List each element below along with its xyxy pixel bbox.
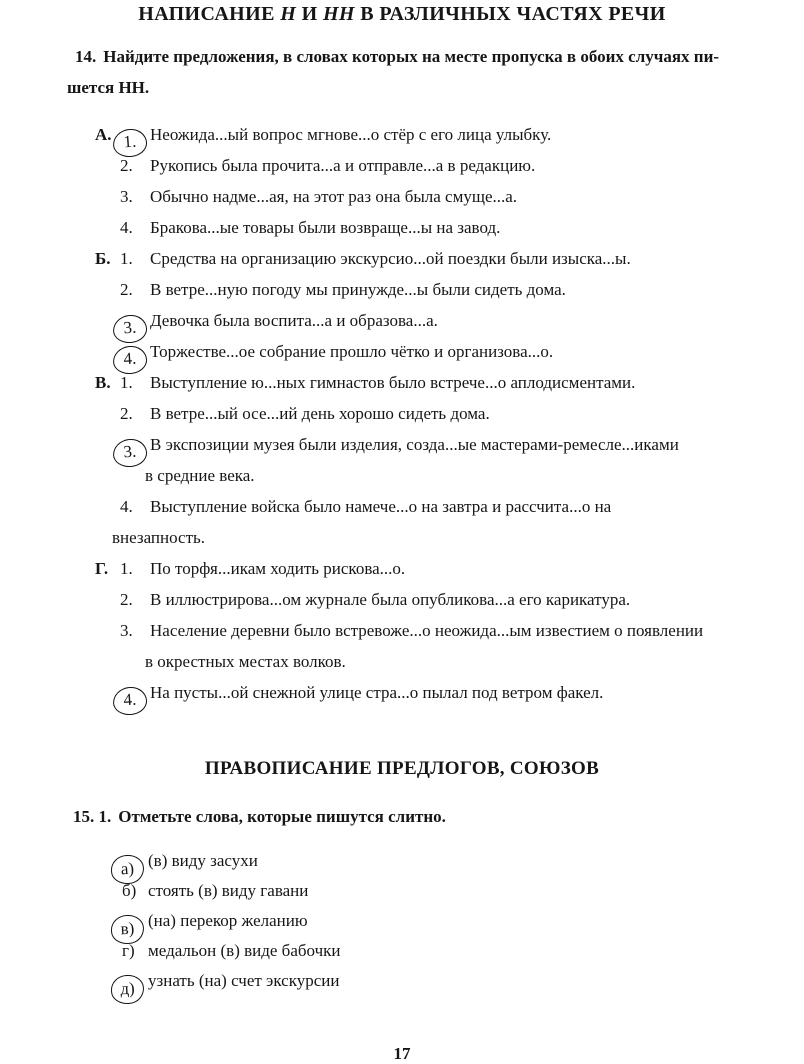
option-label: г)	[122, 941, 135, 960]
item-text: Рукопись была прочита...а и отправле...а в редакцию.	[150, 156, 536, 175]
group-letter: В.	[95, 373, 111, 392]
item-text: В ветре...ый осе...ий день хорошо сидеть дома.	[150, 404, 490, 423]
task15-options	[0, 846, 804, 999]
task-item	[0, 181, 804, 212]
item-number: 4.	[122, 689, 137, 710]
item-number: 2.	[120, 156, 133, 175]
item-text: Население деревни было встревоже...о неожида...ым известием о появлении	[150, 621, 704, 640]
item-text: В иллюстрирова...ом журнале была опубликова...а его карикатура.	[150, 590, 631, 609]
item-text: По торфя...икам ходить рискова...о.	[150, 559, 406, 578]
item-text: Бракова...ые товары были возвраще...ы на завод.	[150, 218, 501, 237]
task14-statement-line2: шется НН.	[67, 78, 150, 97]
task14-list	[0, 119, 804, 708]
task-item	[0, 615, 804, 646]
task14-number: 14.	[75, 47, 97, 66]
task-item-wrap-line: в окрестных местах волков.	[145, 652, 346, 671]
group-letter: Г.	[95, 559, 109, 578]
option-label: д)	[119, 978, 136, 999]
task14-statement-line1: 14. Найдите предложения, в словах которых на месте пропуска в обоих случаях пи-	[75, 47, 720, 66]
group-letter: Б.	[95, 249, 111, 268]
option-label: в)	[120, 918, 135, 939]
task-item	[0, 491, 804, 522]
task-item	[0, 119, 804, 150]
item-number: 2.	[120, 404, 133, 423]
item-text: Средства на организацию экскурсио...ой поездки были изыска...ы.	[150, 249, 631, 268]
option-text: (в) виду засухи	[148, 851, 258, 870]
option-item	[0, 846, 804, 879]
item-number: 2.	[120, 280, 133, 299]
item-number: 1.	[120, 249, 133, 268]
section-title: ПРАВОПИСАНИЕ ПРЕДЛОГОВ, СОЮЗОВ	[204, 758, 600, 779]
item-number: 3.	[122, 441, 137, 462]
item-number: 3.	[120, 621, 133, 640]
task-item	[0, 677, 804, 708]
item-number: 4.	[122, 348, 137, 369]
item-text: Обычно надме...ая, на этот раз она была смуще...а.	[150, 187, 518, 206]
item-number: 3.	[120, 187, 133, 206]
option-text: медальон (в) виде бабочки	[148, 941, 341, 960]
option-label: а)	[120, 858, 135, 879]
item-text: Торжестве...ое собрание прошло чётко и организова...о.	[150, 342, 554, 361]
item-text: На пусты...ой снежной улице стра...о пылал под ветром факел.	[150, 683, 604, 702]
item-number: 1.	[122, 131, 137, 152]
task-item	[0, 305, 804, 336]
task-item	[0, 398, 804, 429]
page-title: НАПИСАНИЕ Н И НН В РАЗЛИЧНЫХ ЧАСТЯХ РЕЧИ	[138, 3, 666, 25]
task15-statement: 15. 1. Отметьте слова, которые пишутся слитно.	[73, 807, 446, 826]
page-number: 17	[393, 1044, 411, 1063]
option-item	[0, 966, 804, 999]
task15-number: 15. 1.	[73, 807, 112, 826]
item-text: Выступление ю...ных гимнастов было встрече...о аплодисментами.	[150, 373, 636, 392]
option-text: (на) перекор желанию	[148, 911, 308, 930]
option-text: стоять (в) виду гавани	[148, 881, 309, 900]
task-item	[0, 243, 804, 274]
task-item-wrap-line: внезапность.	[112, 528, 206, 547]
item-text: Девочка была воспита...а и образова...а.	[150, 311, 438, 330]
group-letter: А.	[95, 125, 112, 144]
task-item	[0, 212, 804, 243]
option-label: б)	[122, 881, 137, 900]
option-item	[0, 906, 804, 939]
task-item	[0, 274, 804, 305]
item-text: Неожида...ый вопрос мгнове...о стёр с его лица улыбку.	[150, 125, 552, 144]
item-number: 4.	[120, 497, 133, 516]
answer-circle	[110, 974, 144, 1005]
item-text: В ветре...ную погоду мы принужде...ы были сидеть дома.	[150, 280, 566, 299]
task-item-wrap-line: в средние века.	[145, 466, 255, 485]
answer-circle	[112, 686, 148, 716]
task14-statement	[0, 41, 804, 103]
item-text: Выступление войска было намече...о на завтра и рассчита...о на	[150, 497, 612, 516]
option-text: узнать (на) счет экскурсии	[148, 971, 340, 990]
task-item	[0, 584, 804, 615]
item-number: 1.	[120, 373, 133, 392]
item-text: В экспозиции музея были изделия, созда...ые мастерами-ремесле...иками	[150, 435, 679, 454]
item-number: 1.	[120, 559, 133, 578]
task-item	[0, 553, 804, 584]
item-number: 3.	[122, 317, 137, 338]
item-number: 2.	[120, 590, 133, 609]
task-item	[0, 429, 804, 460]
item-number: 4.	[120, 218, 133, 237]
